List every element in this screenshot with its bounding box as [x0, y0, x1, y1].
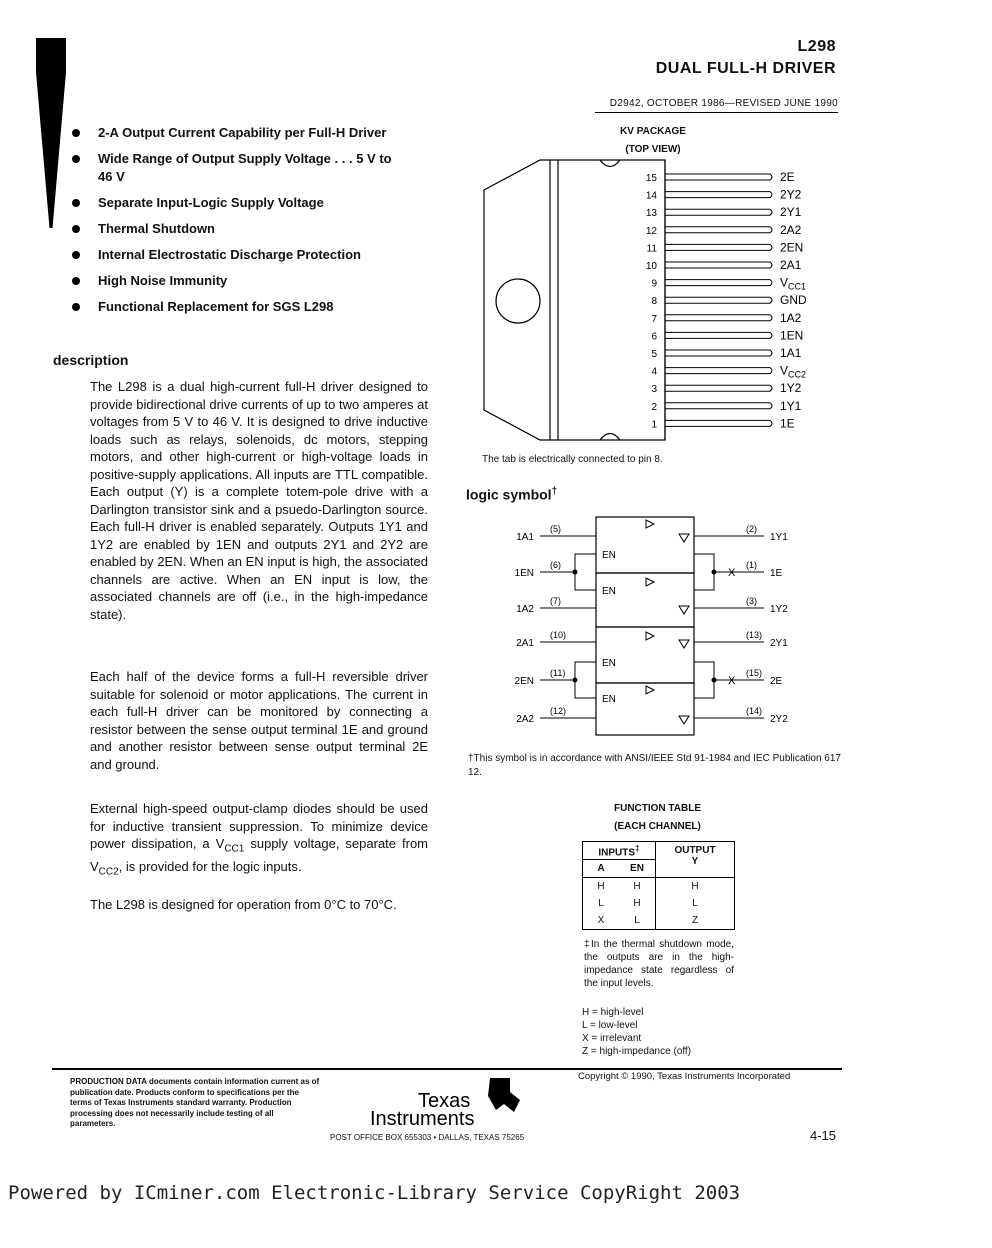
output-indicator	[646, 520, 654, 528]
table-row	[583, 912, 735, 930]
output-indicator	[679, 534, 689, 542]
function-table	[582, 841, 735, 930]
output-pin: (15)	[746, 668, 763, 678]
function-table-title: FUNCTION TABLE (EACH CHANNEL)	[613, 803, 702, 832]
en-label: EN	[602, 694, 616, 705]
pin-lead	[665, 315, 772, 321]
pin-lead	[665, 244, 772, 250]
pin-number: 3	[651, 384, 657, 396]
copyright: Copyright © 1990, Texas Instruments Incorporated	[578, 1071, 791, 1082]
pin-name: 2A1	[780, 258, 802, 272]
pin-lead	[665, 209, 772, 215]
feature-item: Internal Electrostatic Discharge Protection	[72, 246, 402, 264]
input-label: 1A1	[516, 532, 534, 543]
pin-number: 10	[645, 261, 657, 272]
output-pin: (3)	[746, 596, 757, 606]
output-label: 2E	[770, 676, 783, 687]
pin-number: 9	[651, 278, 657, 290]
pin-number: 4	[651, 366, 657, 378]
cross-mark: X	[728, 567, 736, 579]
pin-number: 11	[646, 243, 657, 255]
feature-item: Thermal Shutdown	[72, 220, 402, 238]
pin-number: 2	[651, 401, 657, 413]
description-paragraph-2: Each half of the device forms a full-H reversible driver suitable for solenoid or motor applications. The current in each full-H driver can be monitored by connecting a resistor between the sense output terminal 1E and ground and another resistor between sense output terminal 2E and ground.	[90, 669, 428, 772]
input-pin: (7)	[550, 596, 561, 606]
en-label: EN	[602, 586, 616, 597]
output-label: 2Y1	[770, 638, 788, 649]
pin-name: 1A1	[780, 346, 802, 360]
description-paragraph-4: The L298 is designed for operation from 0°C to 70°C.	[90, 897, 397, 912]
pin-name: 2A2	[780, 222, 802, 237]
col-en-header: EN	[619, 860, 656, 878]
table-row	[583, 895, 735, 912]
table-cell: H	[619, 895, 656, 912]
header-rule	[595, 112, 838, 113]
input-pin: (10)	[550, 630, 567, 640]
output-indicator	[679, 640, 689, 648]
feature-item: Wide Range of Output Supply Voltage . . . 5 V to 46 V	[72, 150, 402, 186]
table-cell: Z	[656, 912, 735, 930]
table-cell: L	[656, 895, 735, 912]
pin-number: 15	[645, 173, 657, 184]
package-title: KV PACKAGE (TOP VIEW)	[620, 126, 686, 155]
description-paragraph-1: The L298 is a dual high-current full-H driver designed to provide bidirectional drive currents of up to two amperes at voltages from 5 V to 46 V. It is designed to drive inductive loads such as relays, solenoids, dc motors, stepping motors, and other high-current or high-voltage loads in positive-supply applications. All inputs are TTL compatible. Each output (Y) is a complete totem-pole drive with a Darlington transistor sink and a psuedo-Darlington source. Each full-H driver is enabled separately. Outputs 1Y1 and 1Y2 are enabled by 1EN and outputs 2Y1 and 2Y2 are enabled by 2EN. When an EN input is high, the associated channels are active. When an EN input is low, the associated channels are off (i.e., in the high-impedance state).	[90, 379, 428, 622]
output-pin: (13)	[746, 630, 763, 640]
pin-lead	[665, 297, 772, 303]
black-margin-bar	[36, 38, 66, 228]
pin-name: 2E	[780, 170, 795, 184]
description-heading: description	[53, 352, 129, 368]
table-cell: H	[583, 878, 620, 896]
feature-list	[72, 124, 402, 324]
pin-name: 1Y1	[780, 398, 802, 413]
table-cell: H	[656, 878, 735, 896]
output-header: OUTPUT Y	[656, 842, 735, 878]
pin-lead	[665, 280, 772, 286]
output-indicator	[646, 686, 654, 694]
svg-text:Instruments: Instruments	[370, 1108, 475, 1130]
description-paragraph-3: External high-speed output-clamp diodes should be used for inductive transient suppression. To minimize device power dissipation, a $V_{CC1}$ supply voltage, separate from $V_{CC2}$, is provided for the logic inputs.	[90, 801, 429, 878]
cross-mark: X	[728, 675, 736, 687]
pin-number: 8	[651, 296, 657, 308]
production-data-notice: PRODUCTION DATA documents contain information current as of publication date. Products conform to specifications per the terms of Texas Instruments standard warranty. Production processing does not necessarily include testing of all parameters.	[70, 1077, 320, 1128]
pin-number: 6	[651, 331, 657, 343]
table-cell: X	[583, 912, 620, 930]
document-title: DUAL FULL-H DRIVER	[655, 60, 836, 77]
en-label: EN	[602, 550, 616, 561]
table-cell: L	[619, 912, 656, 930]
feature-item: High Noise Immunity	[72, 272, 402, 290]
table-cell: H	[619, 878, 656, 896]
pin-lead	[665, 332, 772, 338]
footer-rule	[52, 1068, 842, 1070]
pin-name: $V_{CC2}$	[780, 363, 807, 380]
logic-footnote: †This symbol is in accordance with ANSI/IEEE Std 91-1984 and IEC Publication 617 12.	[468, 753, 841, 778]
output-pin: (14)	[746, 706, 763, 716]
input-label: 2A2	[516, 714, 534, 725]
output-label: 1E	[770, 568, 783, 579]
pin-lead	[665, 262, 772, 268]
pin-name: 2Y1	[780, 205, 802, 220]
output-indicator	[646, 632, 654, 640]
post-office-box: POST OFFICE BOX 655303 • DALLAS, TEXAS 75265	[330, 1133, 525, 1142]
pin-number: 1	[651, 419, 657, 431]
pin-name: 2Y2	[780, 187, 802, 202]
logic-symbol	[500, 512, 820, 742]
table-cell: L	[583, 895, 620, 912]
pin-lead	[665, 385, 772, 391]
pin-lead	[665, 368, 772, 374]
output-indicator	[646, 578, 654, 586]
output-pin: (1)	[746, 560, 757, 570]
input-label: 2EN	[514, 676, 534, 687]
pin-number: 5	[651, 349, 657, 360]
package-tab-note: The tab is electrically connected to pin 8.	[482, 454, 663, 465]
texas-instruments-logo	[370, 1074, 540, 1135]
pin-lead	[665, 192, 772, 198]
part-number: L298	[797, 38, 836, 55]
pin-number: 14	[645, 190, 657, 202]
pin-name: 1Y2	[780, 381, 802, 396]
feature-item: 2-A Output Current Capability per Full-H Driver	[72, 124, 402, 142]
input-label: 1EN	[514, 568, 534, 579]
function-table-legend: H = high-level L = low-level X = irrelevant Z = high-impedance (off)	[582, 1007, 692, 1057]
input-pin: (6)	[550, 560, 561, 570]
logic-symbol-heading: logic symbol†	[466, 486, 558, 503]
pin-name: GND	[780, 293, 807, 308]
inputs-header: INPUTS‡	[583, 842, 656, 860]
pin-number: 12	[645, 225, 657, 237]
pin-name: 1A2	[780, 310, 802, 325]
col-a-header: A	[583, 860, 620, 878]
table-row	[583, 878, 735, 896]
en-label: EN	[602, 658, 616, 669]
output-label: 2Y2	[770, 714, 788, 725]
package-drawing	[470, 155, 850, 450]
pin-number: 13	[645, 208, 657, 220]
pin-lead	[665, 403, 772, 409]
output-indicator	[679, 606, 689, 614]
pin-name: 2EN	[780, 240, 804, 255]
feature-item: Functional Replacement for SGS L298	[72, 298, 402, 316]
feature-item: Separate Input-Logic Supply Voltage	[72, 194, 402, 212]
pin-name: $V_{CC1}$	[780, 275, 807, 292]
page-number: 4-15	[810, 1128, 837, 1143]
pin-name: 1E	[780, 416, 795, 431]
output-label: 1Y1	[770, 532, 788, 543]
input-label: 2A1	[516, 638, 534, 649]
revision-line: D2942, OCTOBER 1986—REVISED JUNE 1990	[609, 98, 838, 109]
pin-lead	[665, 350, 772, 356]
pin-lead	[665, 420, 772, 426]
function-table-footnote: ‡In the thermal shutdown mode, the outputs are in the high-impedance state regardless of the input levels.	[584, 939, 734, 989]
pin-lead	[665, 174, 772, 180]
pin-lead	[665, 227, 772, 233]
powered-by-footer: Powered by ICminer.com Electronic-Library Service CopyRight 2003	[8, 1182, 741, 1204]
pin-number: 7	[651, 313, 657, 325]
input-label: 1A2	[516, 604, 534, 615]
output-indicator	[679, 716, 689, 724]
pin-name: 1EN	[780, 328, 804, 343]
input-pin: (11)	[550, 668, 566, 678]
input-pin: (5)	[550, 524, 561, 534]
input-pin: (12)	[550, 706, 567, 716]
output-label: 1Y2	[770, 604, 788, 615]
output-pin: (2)	[746, 524, 757, 534]
svg-text:Texas: Texas	[418, 1090, 471, 1112]
